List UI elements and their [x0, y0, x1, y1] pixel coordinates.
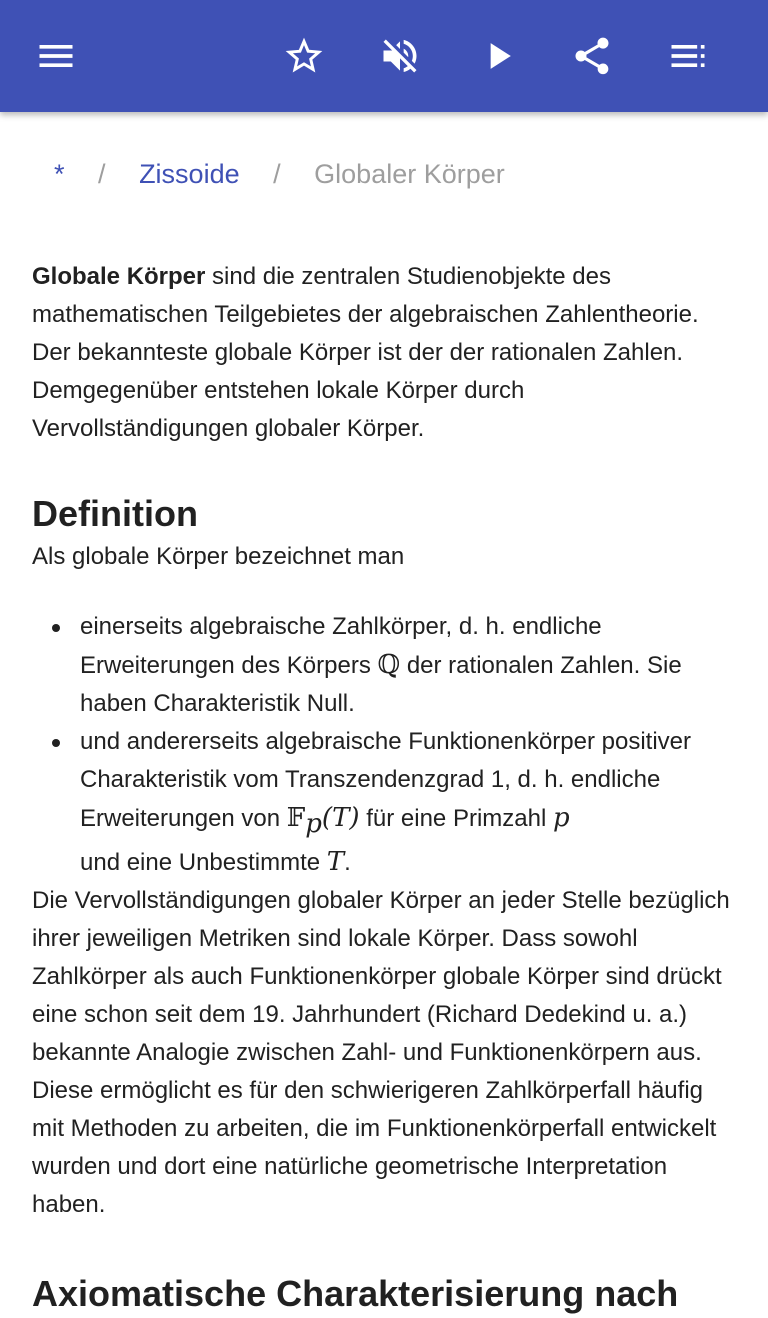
breadcrumb-separator: / — [273, 159, 281, 189]
intro-bold-term: Globale Körper — [32, 263, 206, 290]
section-lead: Als globale Körper bezeichnet man — [32, 543, 405, 570]
mute-button[interactable] — [372, 28, 428, 84]
intro-text: sind die zentralen Studienobjekte des mathematischen Teilgebietes der algebraischen Zahlentheorie. Der bekannteste globale Körper ist der der rationalen Zahlen. Demgegenüber entstehen lokale Körper durch Vervollständigungen globaler Körper. — [32, 263, 699, 442]
math-rationals: ℚ — [377, 650, 401, 680]
breadcrumb-separator: / — [98, 159, 106, 189]
list-item: und andererseits algebraische Funktionenkörper positiver Charakteristik vom Transzendenzgrad 1, d. h. endliche Erweiterungen von 𝔽$_p$(T) für eine Primzahl p und eine Unbestimmte T. — [80, 723, 736, 882]
table-of-contents-button[interactable] — [660, 28, 716, 84]
share-button[interactable] — [564, 28, 620, 84]
breadcrumb-root-link[interactable]: * — [54, 159, 65, 189]
breadcrumb-current: Globaler Körper — [314, 159, 505, 189]
playlist-icon — [666, 34, 710, 78]
favorite-button[interactable] — [276, 28, 332, 84]
list-item: einerseits algebraische Zahlkörper, d. h. endliche Erweiterungen des Körpers ℚ der rationalen Zahlen. Sie haben Charakteristik Null. — [80, 608, 736, 723]
breadcrumb — [54, 150, 736, 198]
star-outline-icon — [282, 34, 326, 78]
math-prime-p: p — [552, 803, 570, 833]
math-finite-field: 𝔽$_p$(T) — [286, 803, 360, 840]
play-icon — [476, 34, 520, 78]
menu-icon — [34, 34, 78, 78]
breadcrumb-parent-link[interactable]: Zissoide — [139, 159, 240, 189]
definition-list — [32, 608, 736, 882]
section-heading-definition: Definition — [32, 493, 198, 534]
article-content — [32, 150, 736, 1318]
math-indeterminate-t: T — [326, 847, 345, 878]
section-heading-axiomatic: Axiomatische Charakterisierung nach — [32, 1273, 679, 1315]
app-bar — [0, 0, 768, 112]
share-icon — [570, 34, 614, 78]
menu-button[interactable] — [28, 28, 84, 84]
body-paragraph: Die Vervollständigungen globaler Körper an jeder Stelle bezüglich ihrer jeweiligen Metriken sind lokale Körper. Dass sowohl Zahlkörper als auch Funktionenkörper globale Körper sind drückt eine schon seit dem 19. Jahrhundert (Richard Dedekind u. a.) bekannte Analogie zwischen Zahl- und Funktionenkörpern aus. Diese ermöglicht es für den schwierigeren Zahlkörperfall häufig mit Methoden zu arbeiten, die im Funktionenkörperfall entwickelt wurden und dort eine natürliche geometrische Interpretation haben. — [32, 887, 730, 1219]
volume-off-icon — [378, 34, 422, 78]
intro-paragraph — [32, 258, 736, 448]
play-button[interactable] — [470, 28, 526, 84]
